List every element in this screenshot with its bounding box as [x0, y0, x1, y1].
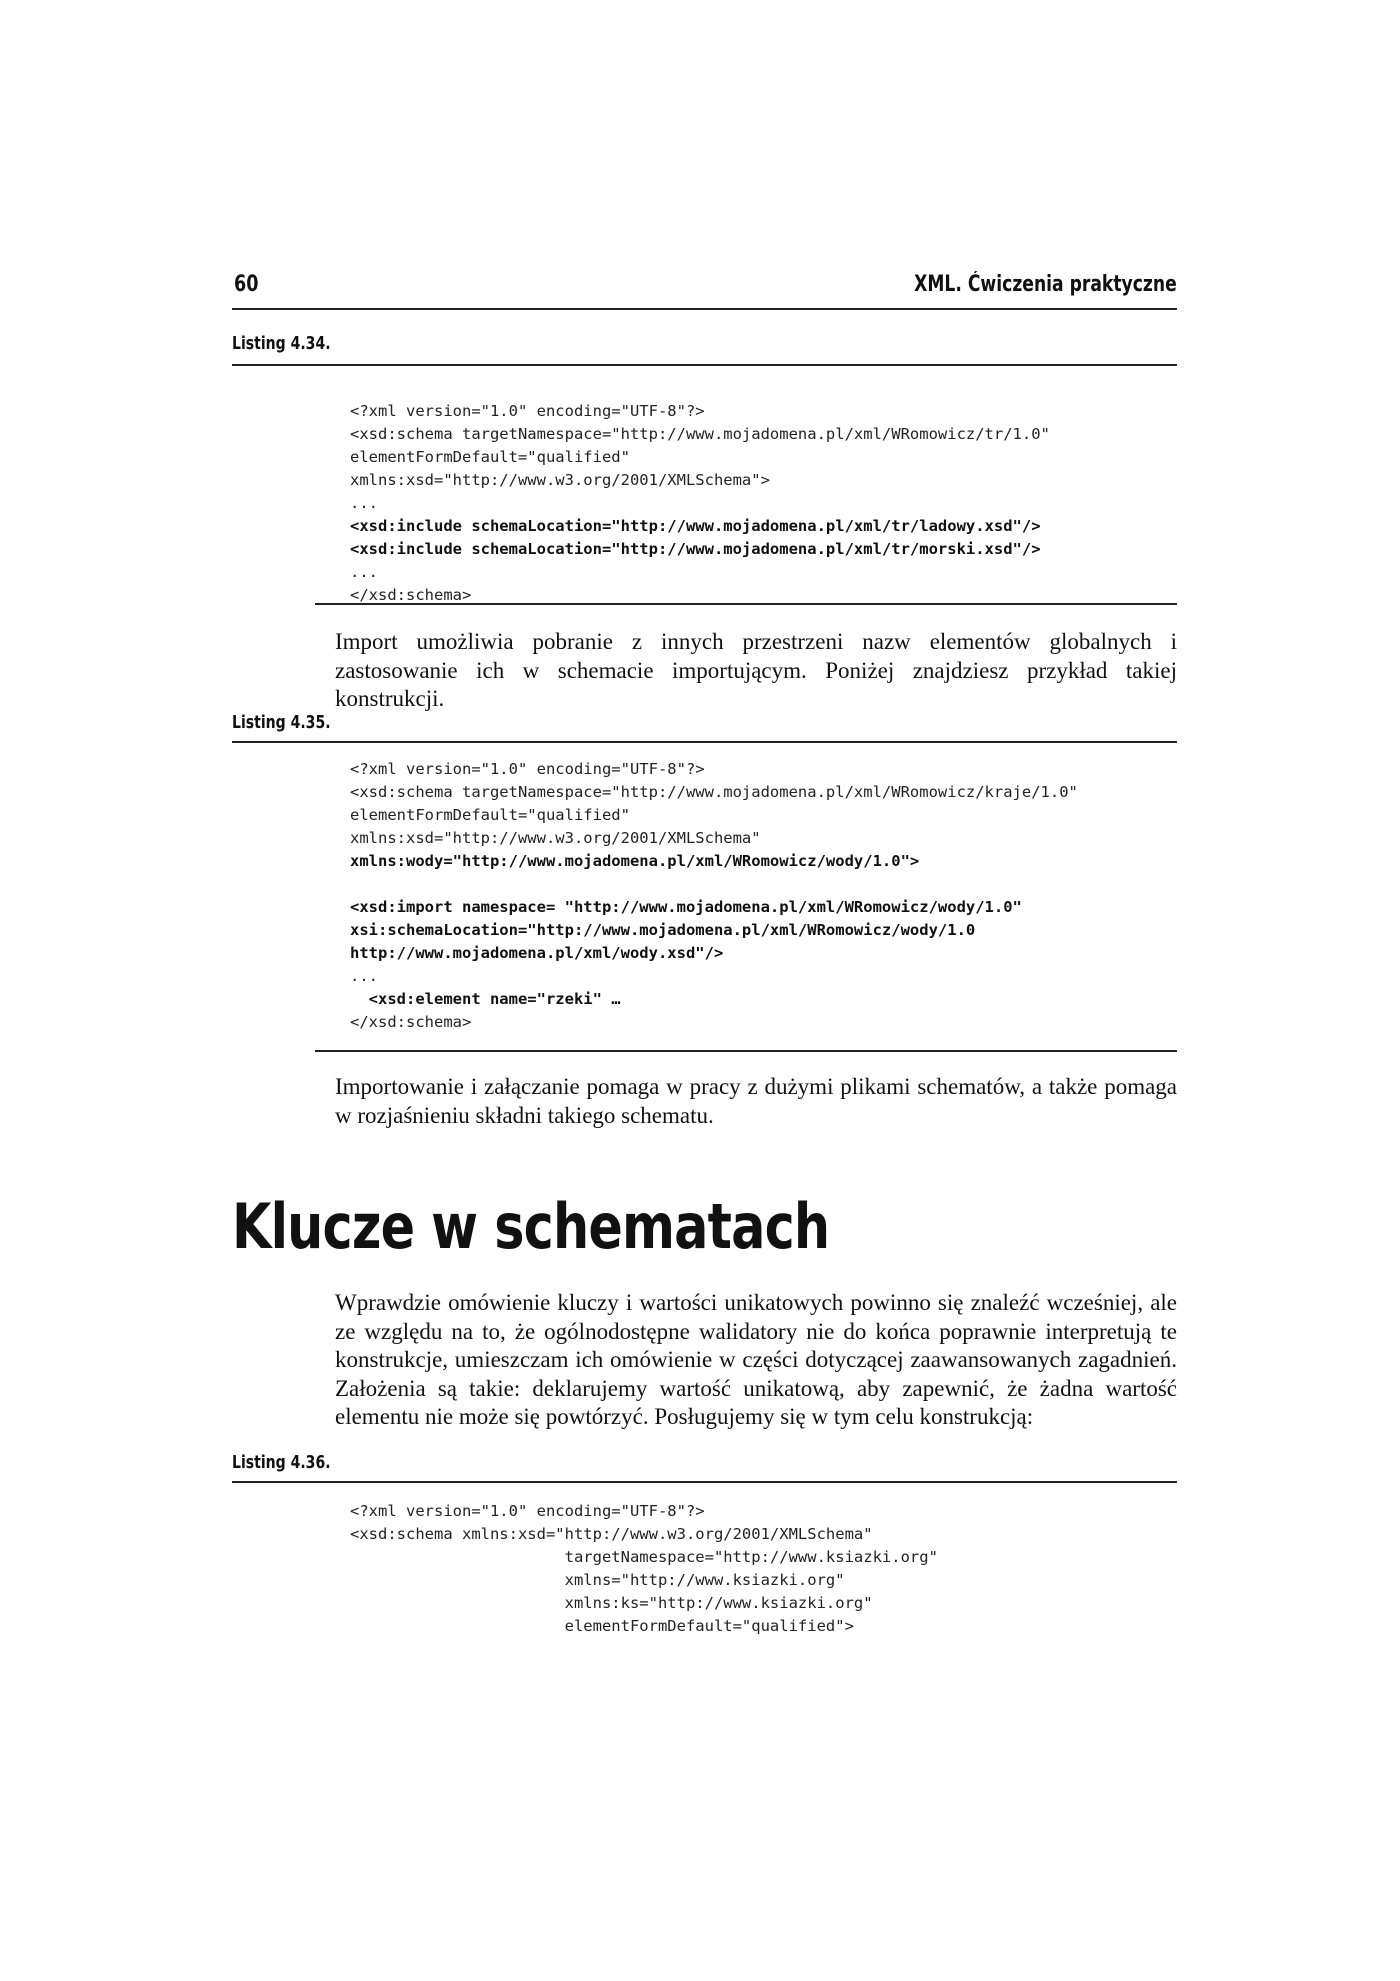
code-line: xmlns:ks="http://www.ksiazki.org" — [350, 1594, 873, 1612]
code-line: </xsd:schema> — [350, 586, 472, 604]
code-line: http://www.mojadomena.pl/xml/wody.xsd"/> — [350, 944, 724, 962]
code-line: <xsd:schema targetNamespace="http://www.mojadomena.pl/xml/WRomowicz/kraje/1.0" — [350, 783, 1078, 801]
code-line: ... — [350, 967, 378, 985]
code-line: <xsd:schema targetNamespace="http://www.mojadomena.pl/xml/WRomowicz/tr/1.0" — [350, 425, 1050, 443]
code-line: </xsd:schema> — [350, 1013, 472, 1031]
listing-top-rule — [232, 364, 1177, 366]
body-paragraph: Wprawdzie omówienie kluczy i wartości unikatowych powinno się znaleźć wcześniej, ale ze względu na to, że ogólnodostępne walidatory nie do końca poprawnie interpretują te konstrukcje, umieszczam ich omówienie w części dotyczącej zaawansowanych zagadnień. Założenia są takie: deklarujemy wartość unikatową, aby zapewnić, że żadna wartość elementu nie może się powtórzyć. Posługujemy się w tym celu konstrukcją: — [335, 1290, 1177, 1429]
listing-label: Listing 4.34. — [232, 333, 331, 354]
code-listing — [350, 400, 1050, 607]
code-line: <xsd:element name="rzeki" … — [350, 990, 621, 1008]
page-header — [232, 268, 1177, 310]
page-number: 60 — [234, 272, 259, 297]
code-line: xmlns:xsd="http://www.w3.org/2001/XMLSchema"> — [350, 471, 770, 489]
code-line: xmlns:xsd="http://www.w3.org/2001/XMLSchema" — [350, 829, 761, 847]
code-line: xmlns="http://www.ksiazki.org" — [350, 1571, 845, 1589]
code-line: elementFormDefault="qualified"> — [350, 1617, 854, 1635]
code-listing — [350, 758, 1078, 1034]
running-title: XML. Ćwiczenia praktyczne — [914, 272, 1177, 297]
code-line: <?xml version="1.0" encoding="UTF-8"?> — [350, 760, 705, 778]
listing-top-rule — [232, 1481, 1177, 1483]
code-line: xsi:schemaLocation="http://www.mojadomena.pl/xml/WRomowicz/wody/1.0 — [350, 921, 976, 939]
body-paragraph: Import umożliwia pobranie z innych przestrzeni nazw elementów globalnych i zastosowanie ich w schemacie importującym. Poniżej znajdziesz przykład takiej konstrukcji. — [335, 629, 1177, 711]
listing-bottom-rule — [315, 603, 1177, 605]
code-line: elementFormDefault="qualified" — [350, 806, 630, 824]
code-line: elementFormDefault="qualified" — [350, 448, 630, 466]
code-line: <xsd:schema xmlns:xsd="http://www.w3.org/2001/XMLSchema" — [350, 1525, 873, 1543]
code-line: targetNamespace="http://www.ksiazki.org" — [350, 1548, 938, 1566]
listing-bottom-rule — [315, 1050, 1177, 1052]
code-line: <xsd:include schemaLocation="http://www.mojadomena.pl/xml/tr/ladowy.xsd"/> — [350, 517, 1041, 535]
code-line: <?xml version="1.0" encoding="UTF-8"?> — [350, 402, 705, 420]
code-line: xmlns:wody="http://www.mojadomena.pl/xml/WRomowicz/wody/1.0"> — [350, 852, 920, 870]
code-line: <xsd:include schemaLocation="http://www.mojadomena.pl/xml/tr/morski.xsd"/> — [350, 540, 1041, 558]
listing-label: Listing 4.35. — [232, 712, 331, 733]
section-heading: Klucze w schematach — [232, 1190, 830, 1263]
listing-top-rule — [232, 741, 1177, 743]
code-line: ... — [350, 494, 378, 512]
code-line: ... — [350, 563, 378, 581]
code-listing — [350, 1500, 938, 1638]
code-line: <?xml version="1.0" encoding="UTF-8"?> — [350, 1502, 705, 1520]
listing-label: Listing 4.36. — [232, 1452, 331, 1473]
code-line: <xsd:import namespace= "http://www.mojadomena.pl/xml/WRomowicz/wody/1.0" — [350, 898, 1022, 916]
body-paragraph: Importowanie i załączanie pomaga w pracy z dużymi plikami schematów, a także pomaga w rozjaśnieniu składni takiego schematu. — [335, 1074, 1177, 1128]
